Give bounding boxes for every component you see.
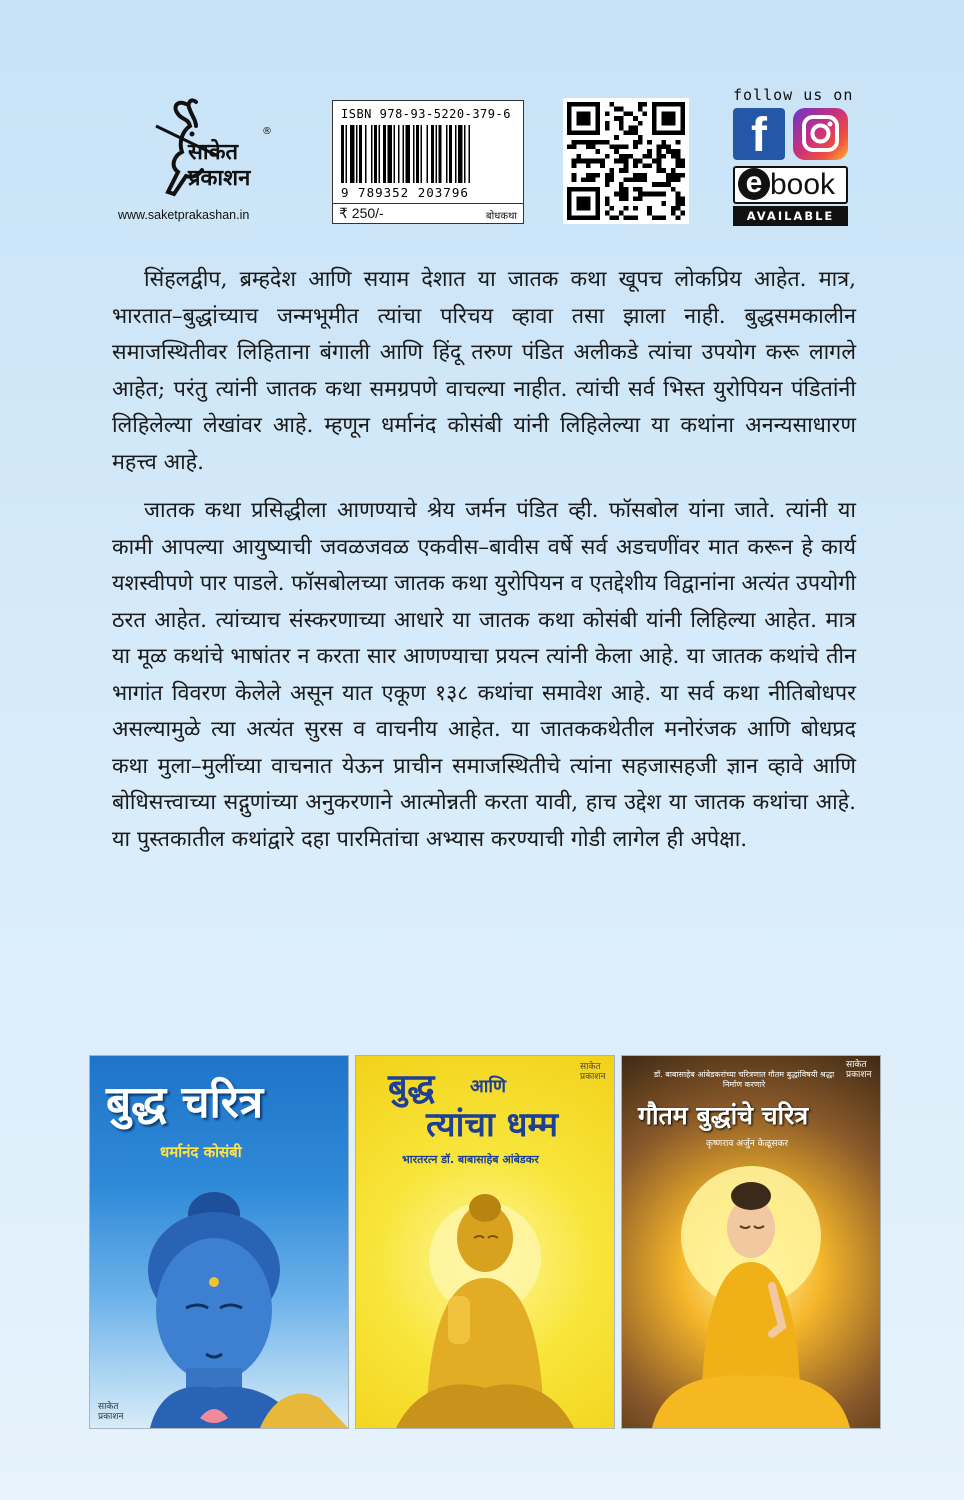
buddha-head-icon (90, 1178, 348, 1428)
ebook-text: book (770, 168, 836, 201)
publisher-logo-text: साकेत प्रकाशन (188, 140, 251, 191)
follow-us-label: follow us on (733, 86, 854, 104)
qr-code-icon (567, 102, 685, 220)
registered-mark: ® (262, 126, 272, 137)
cover-title: गौतम बुद्धांचे चरित्र (638, 1101, 809, 1130)
book-cover-buddha-ani-tyancha-dhamma[interactable] (356, 1056, 614, 1428)
related-books (90, 1056, 880, 1430)
meditating-buddha-icon (622, 1166, 880, 1428)
facebook-icon[interactable]: f (733, 108, 785, 160)
price-row (333, 203, 523, 224)
price: ₹ 250/- (339, 205, 384, 221)
cover-publisher-mark: साकेत प्रकाशन (580, 1062, 606, 1082)
social-block (733, 86, 854, 231)
blurb-paragraph-2: जातक कथा प्रसिद्धीला आणण्याचे श्रेय जर्मन पंडित व्ही. फॉसबोल यांना जाते. त्यांनी या कामी आपल्या आयुष्याची जवळजवळ एकवीस–बावीस वर्षे सर्व अडचणींवर मात करून हे कार्य यशस्वीपणे पार पाडले. फॉसबोलच्या जातक कथा युरोपियन व एतद्देशीय विद्वानांना अत्यंत उपयोगी ठरत आहेत. त्यांच्याच संस्करणाच्या आधारे या जातक कथा कोसंबी यांनी लिहिल्या आहेत. मात्र या मूळ कथांचे भाषांतर न करता सार आणण्याचा प्रयत्न त्यांनी केला आहे. या जातक कथांचे तीन भागांत विवरण केलेले असून यात एकूण १३८ कथांचा समावेश आहे. या सर्व कथा नीतिबोधपर असल्यामुळे त्या अत्यंत सुरस व वाचनीय आहेत. या जातककथेतील मनोरंजक आणि बोधप्रद कथा मुला–मुलींच्या वाचनात येऊन प्राचीन समाजस्थितीचे त्यांना सहजासहजी ज्ञान व्हावे आणि बोधिसत्त्वाच्या सद्गुणांच्या अनुकरणाने आत्मोन्नती करता यावी, हाच उद्देश या जातक कथांचा आहे. या पुस्तकातील कथांद्वारे दहा पारमितांचा अभ्यास करण्याची गोडी लागेल ही अपेक्षा. (112, 498, 856, 852)
cover-title-line1: बुद्ध (388, 1067, 435, 1107)
available-label: AVAILABLE (733, 206, 848, 226)
isbn-text: ISBN 978-93-5220-379-6 (341, 107, 511, 121)
book-cover-buddha-charitra[interactable] (90, 1056, 348, 1428)
barcode-bars (341, 125, 517, 183)
book-cover-gautam-buddhanche-charitra[interactable] (622, 1056, 880, 1428)
cover-title-small: आणि (470, 1076, 507, 1097)
cover-publisher-mark: साकेत प्रकाशन (846, 1060, 872, 1080)
isbn-barcode (332, 100, 524, 224)
cover-author: भारतरत्न डॉ. बाबासाहेब आंबेडकर (402, 1153, 539, 1166)
golden-buddha-icon (356, 1178, 614, 1428)
blurb-paragraph-1: सिंहलद्वीप, ब्रम्हदेश आणि सयाम देशात या जातक कथा खूपच लोकप्रिय आहेत. मात्र, भारतात–बुद्धांच्याच जन्मभूमीत त्यांचा परिचय व्हावा तसा झाला नाही. बुद्धसमकालीन समाजस्थितीवर लिहिताना बंगाली आणि हिंदू तरुण पंडित अलीकडे त्यांचा उपयोग करू लागले आहेत; परंतु त्यांनी जातक कथा समग्रपणे वाचल्या नाहीत. त्यांची सर्व भिस्त युरोपियन पंडितांनी लिहिलेल्या लेखांवर आहे. म्हणून धर्मानंद कोसंबी यांनी लिहिलेल्या या कथांना अनन्यसाधारण महत्त्व आहे. (112, 267, 856, 475)
ebook-badge[interactable] (733, 166, 848, 204)
ebook-e: e (738, 168, 770, 200)
genre-label: बोधकथा (485, 211, 517, 222)
cover-publisher-mark: साकेत प्रकाशन (98, 1402, 124, 1422)
instagram-icon[interactable] (793, 108, 848, 160)
cover-top-note: डॉ. बाबासाहेब आंबेडकरांच्या चरित्रणात गौतम बुद्धांविषयी श्रद्धा निर्माण करणारे (653, 1070, 835, 1089)
cover-author: कृष्णराव अर्जुन केळूसकर (706, 1139, 789, 1149)
ean-number: 9 789352 203796 (341, 185, 469, 200)
cover-title: बुद्ध चरित्र (106, 1077, 264, 1128)
cover-title-line2: त्यांचा धम्म (426, 1105, 559, 1145)
qr-code[interactable] (563, 98, 689, 224)
back-cover-blurb (112, 262, 856, 858)
publisher-website[interactable]: www.saketprakashan.in (118, 208, 250, 222)
cover-author: धर्मानंद कोसंबी (160, 1143, 242, 1161)
publisher-logo (118, 96, 308, 236)
